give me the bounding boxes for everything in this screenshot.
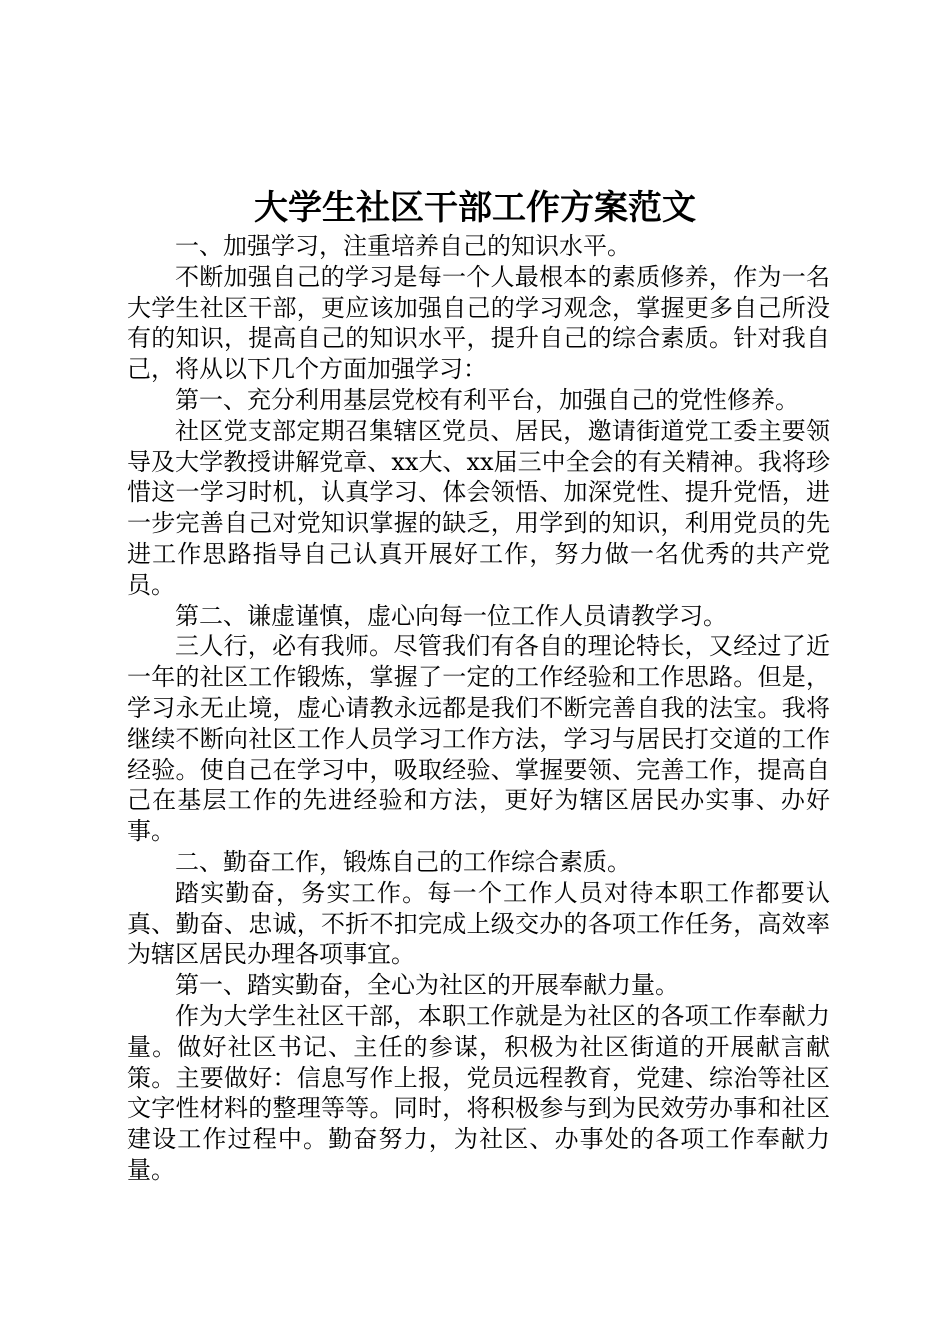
paragraph: 三人行，必有我师。尽管我们有各自的理论特长，又经过了近一年的社区工作锻炼，掌握了一定的工作经验和工作思路。但是，学习永无止境，虚心请教永远都是我们不断完善自我的法宝。我将继续不断向社区工作人员学习工作方法，学习与居民打交道的工作经验。使自己在学习中，吸取经验、掌握要领、完善工作，提高自己在基层工作的先进经验和方法，更好为辖区居民办实事、办好事。 [127, 632, 830, 846]
subsection-heading: 第一、充分利用基层党校有利平台，加强自己的党性修养。 [175, 385, 799, 414]
document-title: 大学生社区干部工作方案范文 [254, 188, 696, 228]
section-heading-2: 二、勤奋工作，锻炼自己的工作综合素质。 [175, 847, 631, 876]
subsection-heading: 第一、踏实勤奋，全心为社区的开展奉献力量。 [175, 971, 679, 1000]
paragraph: 踏实勤奋，务实工作。每一个工作人员对待本职工作都要认真、勤奋、忠诚，不折不扣完成上级交办的各项工作任务，高效率为辖区居民办理各项事宜。 [127, 878, 830, 969]
subsection-heading: 第二、谦虚谨慎，虚心向每一位工作人员请教学习。 [175, 601, 727, 630]
document-body [127, 231, 830, 1186]
paragraph: 社区党支部定期召集辖区党员、居民，邀请街道党工委主要领导及大学教授讲解党章、xx大、xx届三中全会的有关精神。我将珍惜这一学习时机，认真学习、体会领悟、加深党性、提升党悟，进一步完善自己对党知识掌握的缺乏，用学到的知识，利用党员的先进工作思路指导自己认真开展好工作，努力做一名优秀的共产党员。 [127, 416, 830, 599]
paragraph: 不断加强自己的学习是每一个人最根本的素质修养，作为一名大学生社区干部，更应该加强自己的学习观念，掌握更多自己所没有的知识，提高自己的知识水平，提升自己的综合素质。针对我自己，将从以下几个方面加强学习： [127, 262, 830, 384]
section-heading-1: 一、加强学习，注重培养自己的知识水平。 [175, 232, 631, 260]
paragraph: 作为大学生社区干部，本职工作就是为社区的各项工作奉献力量。做好社区书记、主任的参谋，积极为社区街道的开展献言献策。主要做好：信息写作上报，党员远程教育，党建、综治等社区文字性材料的整理等等。同时，将积极参与到为民效劳办事和社区建设工作过程中。勤奋努力，为社区、办事处的各项工作奉献力量。 [127, 1001, 830, 1184]
